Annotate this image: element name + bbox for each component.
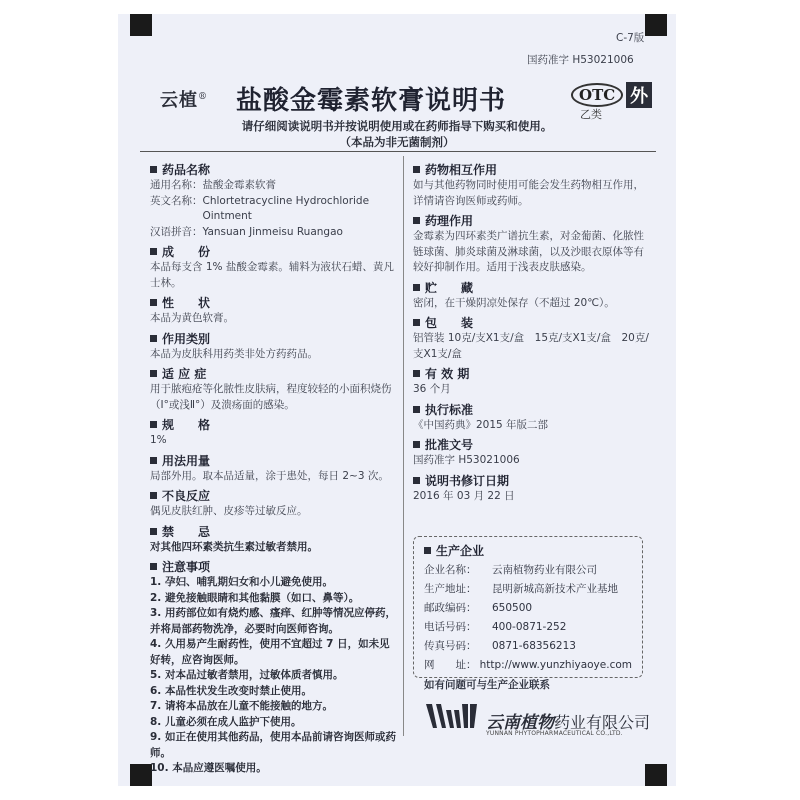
list-item: 邮政编码： 650500 [424,602,533,614]
contact-note: 如有问题可与生产企业联系 [424,679,550,691]
pinyin-name: Yansuan Jinmeisu Ruangao [202,225,343,238]
list-item: 2. 避免接触眼睛和其他黏膜（如口、鼻等）。 [150,591,360,604]
list-item: 9. 如正在使用其他药品，使用本品前请咨询医师或药师。 [150,731,396,759]
list-item: 1. 孕妇、哺乳期妇女和小儿避免使用。 [150,576,333,588]
usage-notice: 请仔细阅读说明书并按说明使用或在药师指导下购买和使用。 [241,119,553,133]
section-approval: 批准文号 国药准字 H53021006 [413,437,653,469]
registration-mark-top-left [130,14,152,36]
company-name: 云南植物药业有限公司 [486,713,651,733]
sterility-notice: （本品为非无菌制剂） [339,135,455,149]
list-item: 传真号码： 0871-68356213 [424,640,576,652]
section-package: 包 装 铝管装 10克/支X1支/盒 15克/支X1支/盒 20克/支X1支/盒 [413,315,653,362]
section-composition: 成 份 本品每支含 1% 盐酸金霉素。辅料为液状石蜡、黄凡士林。 [150,244,398,291]
list-item: 电话号码： 400-0871-252 [424,621,567,633]
column-divider [403,156,404,736]
registration-mark-top-right [645,14,667,36]
registration-mark-bottom-right [645,764,667,786]
version-label: C-7版 [616,32,645,44]
section-pharmacology: 药理作用 金霉素为四环素类广谱抗生素，对金葡菌、化脓性链球菌、肺炎球菌及淋球菌，以及沙眼衣原体等有较好抑制作用。适用于浅表皮肤感染。 [413,213,653,276]
list-item: 7. 请将本品放在儿童不能接触的地方。 [150,700,333,712]
section-character: 性 状 本品为黄色软膏。 [150,295,398,327]
external-use-mark: 外 [626,82,652,108]
section-standard: 执行标准 《中国药典》2015 年版二部 [413,402,653,434]
section-contraindications: 禁 忌 对其他四环素类抗生素过敏者禁用。 [150,524,398,556]
list-item: 企业名称： 云南植物药业有限公司 [424,564,597,576]
list-item: 8. 儿童必须在成人监护下使用。 [150,715,302,728]
section-validity: 有 效 期 36 个月 [413,366,653,398]
list-item: 3. 用药部位如有烧灼感、瘙痒、红肿等情况应停药，并将局部药物洗净，必要时向医师咨询。 [150,607,396,635]
section-specification: 规 格 1% [150,417,398,449]
brand-logo: 云植® [160,90,208,111]
list-item: 4. 久用易产生耐药性，使用不宜超过 7 日，如未见好转，应咨询医师。 [150,638,390,666]
section-precautions: 注意事项 1. 孕妇、哺乳期妇女和小儿避免使用。 2. 避免接触眼睛和其他黏膜（如口、鼻等）。 3. 用药部位如有烧灼感、瘙痒、红肿等情况应停药，并将局部药物洗净，必要时向医师咨询。 4. 久用易产生耐药性，使用不宜超过 7 日，如未见好转，应咨询医师。 5. 对本品过敏者禁用，过敏体质者慎用。 6. 本品性状发生改变时禁止使用。 7. 请将本品放在儿童不能接触的地方。 8. 儿童必须在成人监护下使用。 9. 如正在使用其他药品，使用本品前请咨询医师或药师。 10. 本品应遵医嘱使用。 [150,559,398,777]
manufacturer-box: 生产企业 企业名称： 云南植物药业有限公司 生产地址： 昆明新城高新技术产业基地 邮政编码： 650500 电话号码： 400-0871-252 传真号码： 0871-68356213 网 址： http://www.yunzhiyaoye.com 如有问题可与生产企业联系 [413,536,643,678]
right-column [413,158,653,504]
page-title: 盐酸金霉素软膏说明书 [236,86,507,116]
section-interactions: 药物相互作用 如与其他药物同时使用可能会发生药物相互作用，详情请咨询医师或药师。 [413,162,653,209]
approval-number-top: 国药准字 H53021006 [527,54,634,66]
website-link: http://www.yunzhiyaoye.com [479,659,632,671]
otc-badge [571,82,652,108]
section-storage: 贮 藏 密闭，在干燥阴凉处保存（不超过 20℃）。 [413,280,653,312]
registration-mark-bottom-left [130,764,152,786]
company-logo-icon [424,700,480,732]
header-divider [140,151,656,152]
list-item: 10. 本品应遵医嘱使用。 [150,762,267,774]
generic-name: 盐酸金霉素软膏 [202,179,276,191]
list-item: 生产地址： 昆明新城高新技术产业基地 [424,583,618,595]
english-name: Chlortetracycline Hydrochloride Ointment [202,194,370,222]
otc-class: 乙类 [580,108,602,121]
section-title: 药品名称 [150,162,398,178]
company-english-name: YUNNAN PHYTOPHARMACEUTICAL CO.,LTD. [486,730,623,737]
list-item: 网 址： http://www.yunzhiyaoye.com [424,656,632,675]
list-item: 5. 对本品过敏者禁用，过敏体质者慎用。 [150,669,344,681]
section-category: 作用类别 本品为皮肤科用药类非处方药药品。 [150,331,398,363]
section-usage: 用法用量 局部外用。取本品适量，涂于患处，每日 2~3 次。 [150,453,398,485]
section-indication: 适 应 症 用于脓疱疮等化脓性皮肤病，程度较轻的小面积烧伤（Ⅰ°或浅Ⅱ°）及溃疡面的感染。 [150,366,398,413]
otc-oval: OTC [571,83,623,107]
section-adverse-reactions: 不良反应 偶见皮肤红肿、皮疹等过敏反应。 [150,488,398,520]
section-revision-date: 说明书修订日期 2016 年 03 月 22 日 [413,473,653,505]
left-column [150,158,398,777]
list-item: 6. 本品性状发生改变时禁止使用。 [150,684,312,697]
section-drug-name: 药品名称 通用名称： 盐酸金霉素软膏 英文名称： Chlortetracycline Hydrochloride Ointment 汉语拼音： Yansuan Jinmeisu Ruangao [150,162,398,240]
